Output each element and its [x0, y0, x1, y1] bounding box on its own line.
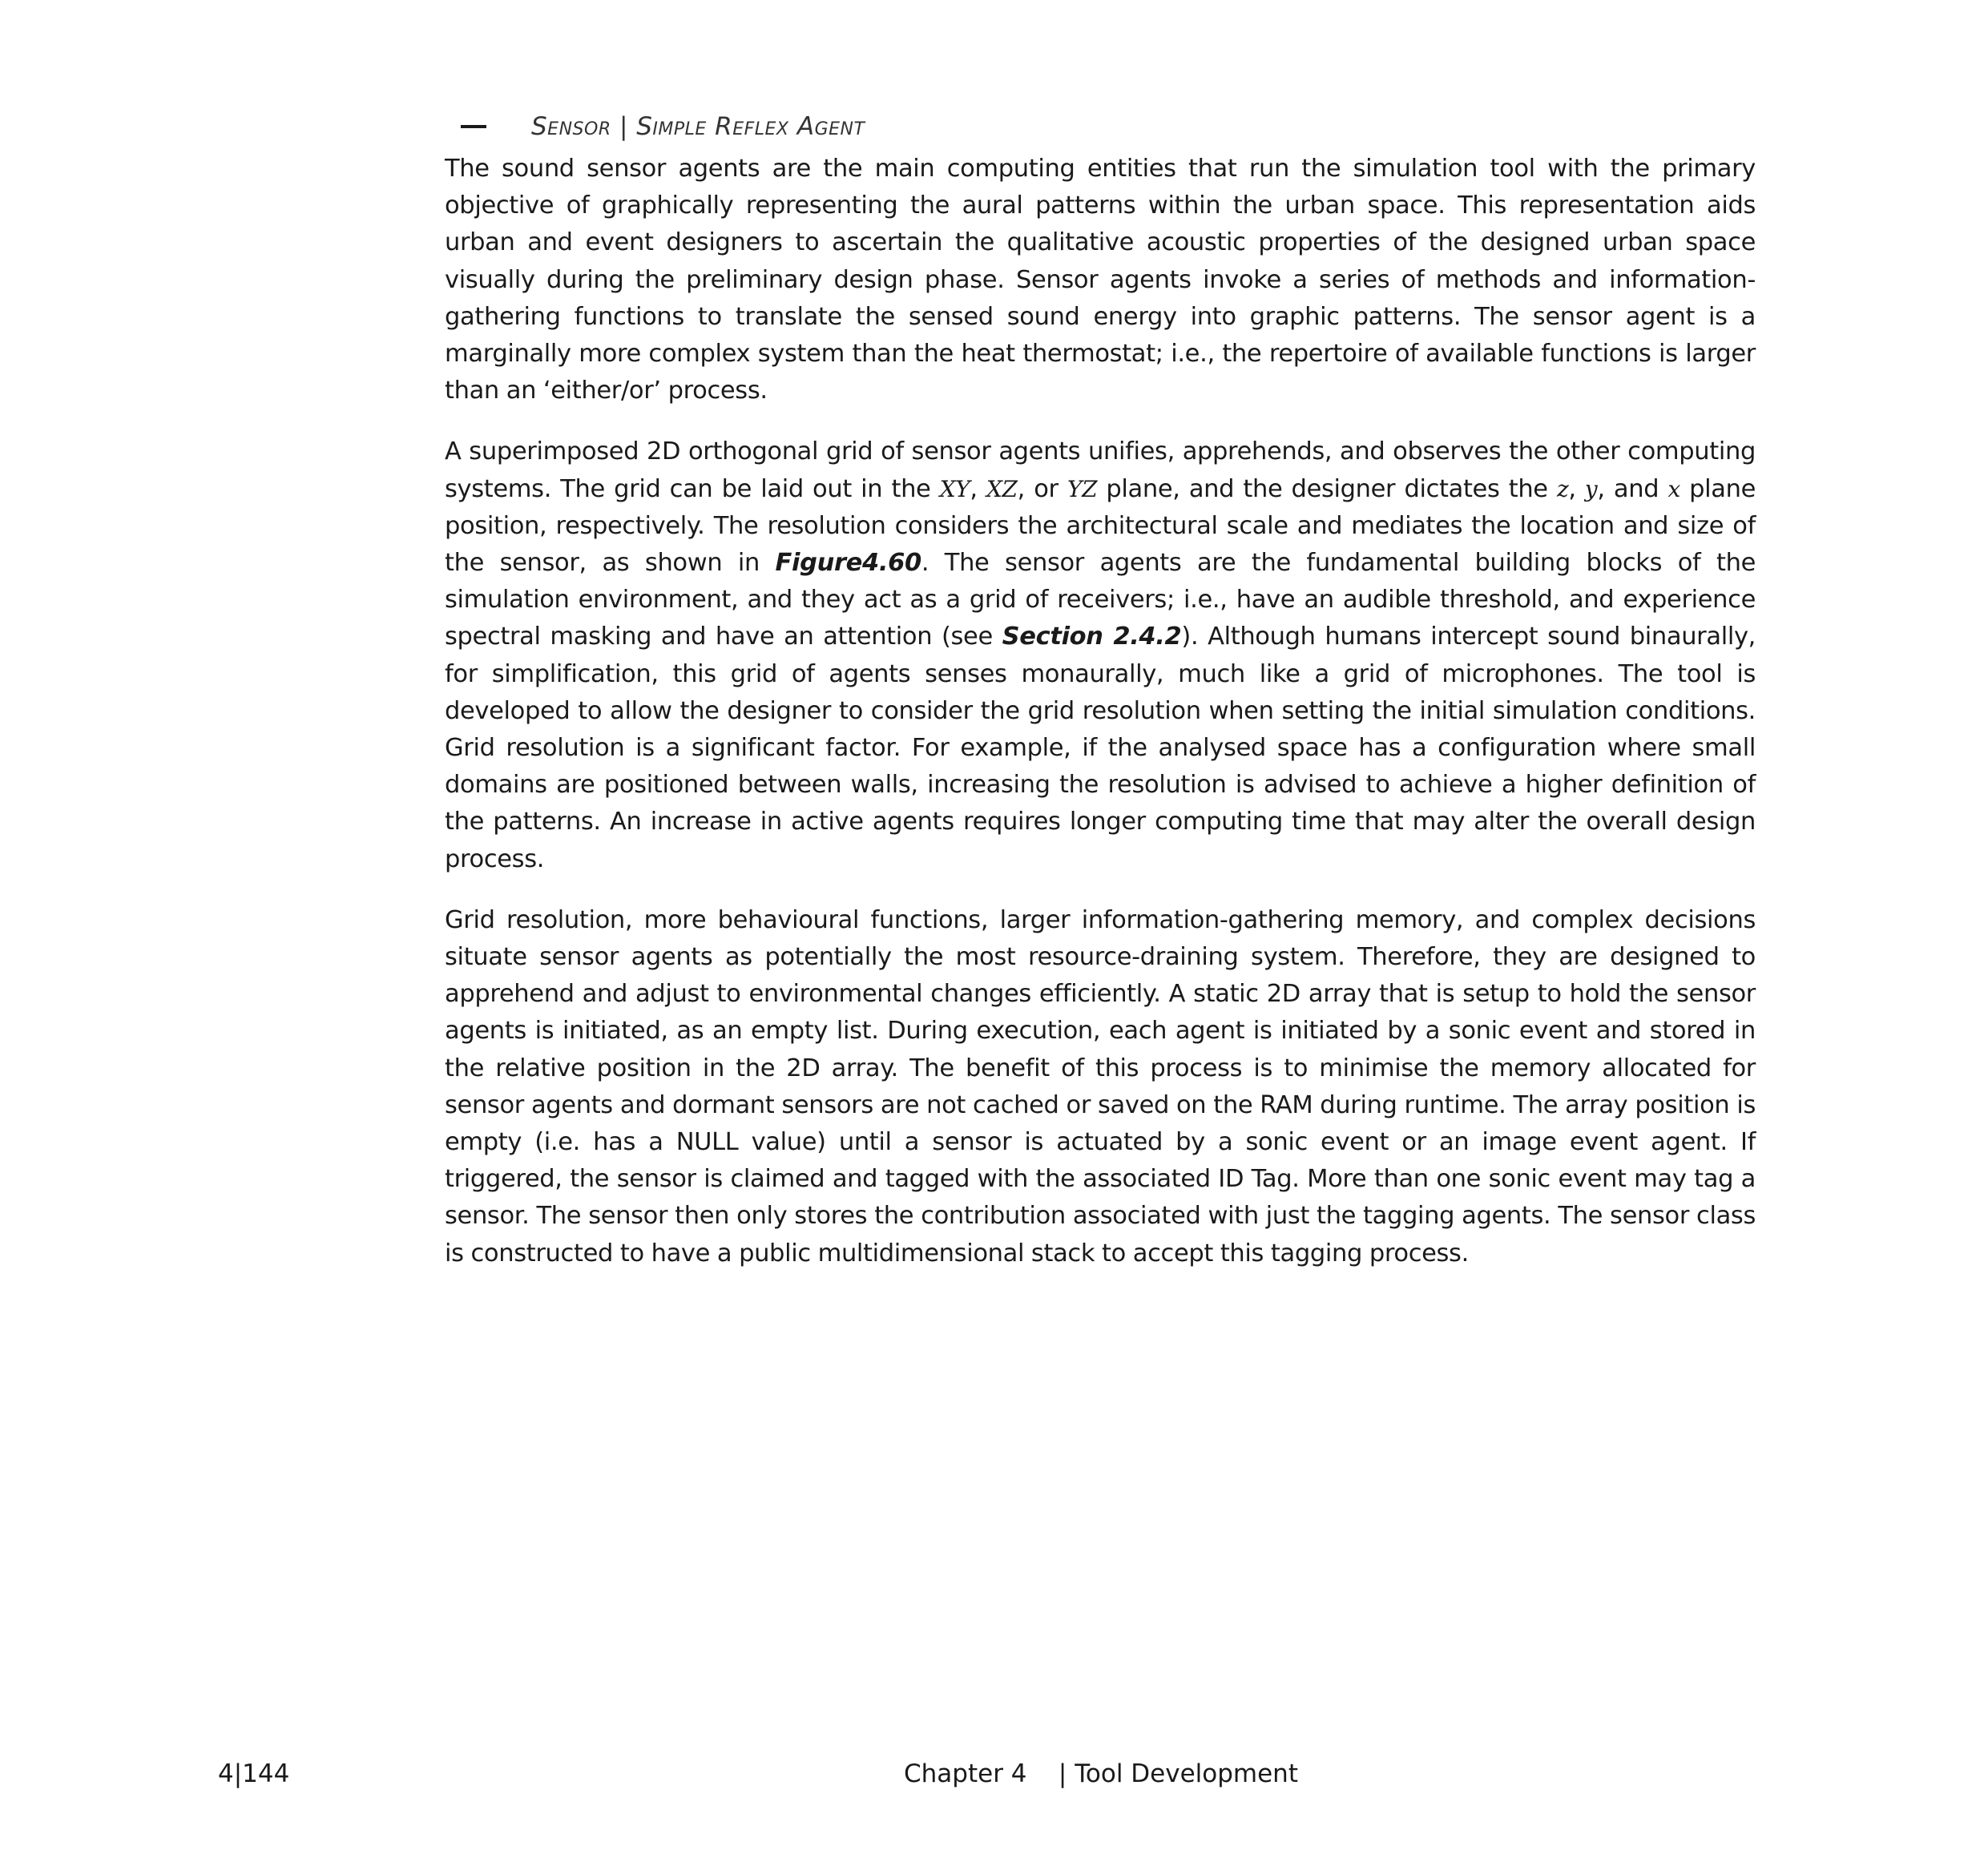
running-header [461, 111, 865, 143]
p2-text-8: . The sensor agents are the fundamental building blocks of the simulation environment, and they act as a grid of receivers; i.e., have an audible threshold, and experience spectral masking and have an attention (see [445, 549, 1756, 651]
paragraph-1: The sound sensor agents are the main computing entities that run the simulation tool with the primary objective of graphically representing the aural patterns within the urban space. This representation aids urban and event designers to ascertain the qualitative acoustic properties of the designed urban space visually during the preliminary design phase. Sensor agents invoke a series of methods and information-gathering functions to translate the sensed sound energy into graphic patterns. The sensor agent is a marginally more complex system than the heat thermostat; i.e., the repertoire of available functions is larger than an ‘either/or’ process. [445, 155, 1756, 405]
paragraph-2 [445, 433, 1756, 877]
p2-text-1: A superimposed 2D orthogonal grid of sensor agents unifies, apprehends, and observes the other computing systems. The grid can be laid out in the [445, 437, 1756, 503]
plane-xz: XZ [986, 475, 1018, 502]
p2-text-4: plane, and the designer dictates the [1097, 474, 1557, 503]
axis-x: x [1667, 475, 1680, 502]
p2-text-9: ). Although humans intercept sound binaurally, for simplification, this grid of agents senses monaurally, much like a grid of microphones. The tool is developed to allow the designer to consider the grid resolution when setting the initial simulation conditions. Grid resolution is a significant factor. For example, if the analysed space has a configuration where small domains are positioned between walls, increasing the resolution is advised to achieve a higher definition of the patterns. An increase in active agents requires longer computing time that may alter the overall design process. [445, 623, 1756, 873]
plane-yz: YZ [1067, 475, 1098, 502]
chapter-footer: Chapter 4 | Tool Development [904, 1759, 1298, 1788]
axis-y: y [1584, 475, 1598, 502]
page-number: 4|144 [218, 1759, 290, 1788]
axis-z: z [1556, 475, 1569, 502]
p2-text-2: , [970, 474, 986, 503]
p2-text-7: plane position, respectively. The resolution considers the architectural scale and mediates the location and size of the sensor, as shown in [445, 474, 1756, 578]
section-reference-link[interactable]: Section 2.4.2 [1002, 623, 1182, 651]
header-title: Sensor | Simple Reflex Agent [531, 112, 865, 141]
p2-text-5: , [1568, 474, 1585, 503]
p2-text-6: , and [1597, 474, 1668, 503]
header-dash-divider [461, 125, 486, 128]
paragraph-3: Grid resolution, more behavioural functions, larger information-gathering memory, and complex decisions situate sensor agents as potentially the most resource-draining system. Therefore, they are designed to apprehend and adjust to environmental changes efficiently. A static 2D array that is setup to hold the sensor agents is initiated, as an empty list. During execution, each agent is initiated by a sonic event and stored in the relative position in the 2D array. The benefit of this process is to minimise the memory allocated for sensor agents and dormant sensors are not cached or saved on the RAM during runtime. The array position is empty (i.e. has a NULL value) until a sensor is actuated by a sonic event or an image event agent. If triggered, the sensor is claimed and tagged with the associated ID Tag. More than one sonic event may tag a sensor. The sensor then only stores the contribution associated with just the tagging agents. The sensor class is constructed to have a public multidimensional stack to accept this tagging process. [445, 905, 1756, 1267]
plane-xy: XY [939, 475, 970, 502]
body-text [445, 151, 1756, 1272]
figure-reference-link[interactable]: Figure4.60 [775, 549, 921, 578]
p2-text-3: , or [1017, 474, 1067, 503]
